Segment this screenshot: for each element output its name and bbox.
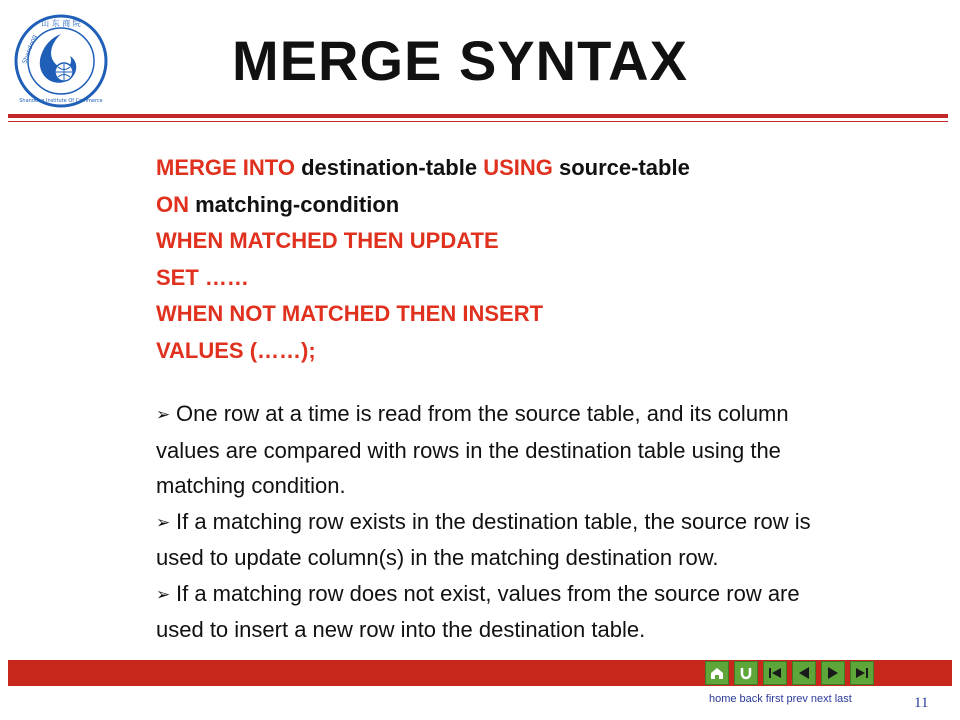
title-divider-thin [8, 121, 948, 122]
arrow-bullet-icon: ➢ [156, 512, 171, 532]
back-icon [738, 665, 754, 681]
home-button[interactable] [705, 661, 729, 685]
back-button[interactable] [734, 661, 758, 685]
next-button[interactable] [821, 661, 845, 685]
first-icon [767, 665, 783, 681]
page-number: 11 [914, 695, 929, 711]
nav-label-first[interactable]: first [765, 693, 784, 705]
nav-label-back[interactable]: back [739, 693, 763, 705]
svg-text:山 东 商 院: 山 东 商 院 [41, 19, 81, 28]
syntax-line-when-matched: WHEN MATCHED THEN UPDATE [156, 228, 499, 253]
syntax-line-merge-into: MERGE INTO destination-table USING source-table [156, 155, 690, 180]
nav-label-next[interactable]: next [810, 693, 832, 705]
page-title: MERGE SYNTAX [232, 29, 688, 92]
nav-label-prev[interactable]: prev [786, 693, 808, 705]
explanation-bullets [156, 396, 846, 648]
title-divider-thick [8, 114, 948, 118]
nav-buttons [705, 661, 874, 685]
last-button[interactable] [850, 661, 874, 685]
syntax-line-values: VALUES (……); [156, 337, 316, 363]
prev-icon [796, 665, 812, 681]
prev-button[interactable] [792, 661, 816, 685]
nav-label-last[interactable]: last [834, 693, 852, 705]
nav-labels [709, 693, 855, 705]
first-button[interactable] [763, 661, 787, 685]
nav-label-home[interactable]: home [709, 693, 737, 705]
bullet-item: ➢ One row at a time is read from the source table, and its column values are compared with rows in the destination table using the matching condition. [156, 396, 846, 504]
last-icon [854, 665, 870, 681]
logo-text: Shandong Institute Of Commerce [19, 98, 103, 104]
syntax-line-on: ON matching-condition [156, 191, 400, 217]
home-icon [709, 665, 725, 681]
syntax-line-set: SET …… [156, 264, 249, 290]
arrow-bullet-icon: ➢ [156, 405, 171, 424]
arrow-bullet-icon: ➢ [156, 584, 171, 604]
merge-syntax-block [156, 150, 690, 369]
syntax-line-when-not-matched: WHEN NOT MATCHED THEN INSERT [156, 301, 544, 326]
next-icon [825, 665, 841, 681]
bullet-item: ➢ If a matching row exists in the destination table, the source row is used to update column(s) in the matching destination row. [156, 504, 846, 576]
bullet-item: ➢ If a matching row does not exist, values from the source row are used to insert a new row into the destination table. [156, 576, 846, 648]
svg-text:Shandong: Shandong [21, 33, 39, 65]
